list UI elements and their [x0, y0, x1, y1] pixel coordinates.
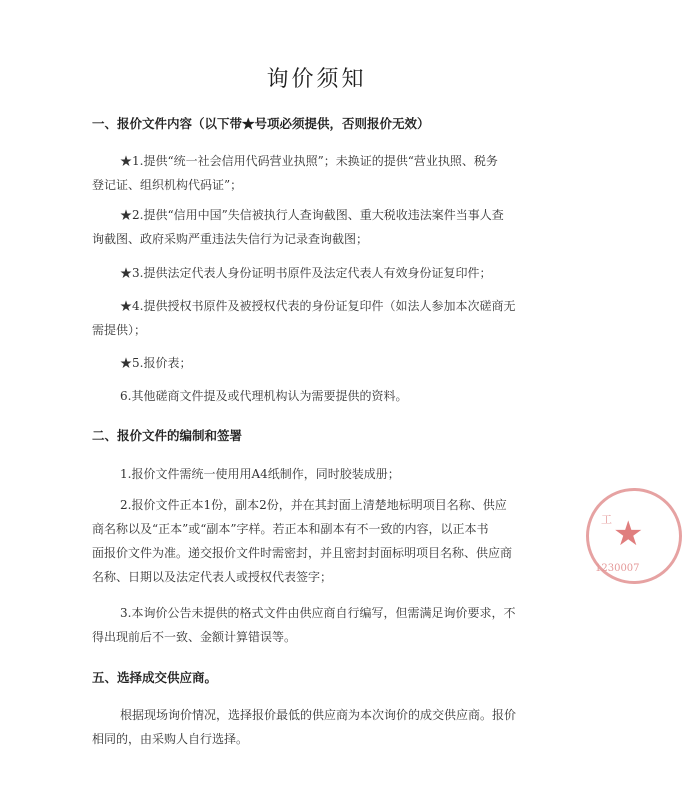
- paragraph: 2.报价文件正本1份，副本2份，并在其封面上清楚地标明项目名称、供应: [120, 498, 507, 512]
- section-heading-2: 二、报价文件的编制和签署: [92, 428, 243, 443]
- paragraph: 3.本询价公告未提供的格式文件由供应商自行编写，但需满足询价要求，不: [120, 606, 516, 620]
- paragraph: 1.报价文件需统一使用用A4纸制作，同时胶装成册；: [120, 467, 400, 481]
- paragraph: ★5.报价表；: [120, 356, 192, 370]
- page-title: 询价须知: [266, 67, 367, 92]
- paragraph-continuation: 询截图、政府采购严重违法失信行为记录查询截图；: [92, 232, 369, 246]
- section-heading-5: 五、选择成交供应商。: [92, 670, 218, 685]
- paragraph: ★3.提供法定代表人身份证明书原件及法定代表人有效身份证复印件；: [120, 266, 492, 280]
- seal-text-top: 工: [601, 513, 612, 526]
- paragraph-continuation: 登记证、组织机构代码证”；: [92, 178, 243, 192]
- section-heading-1: 一、报价文件内容（以下带★号项必须提供，否则报价无效）: [92, 116, 430, 131]
- star-icon: ★: [613, 514, 644, 554]
- paragraph-continuation: 名称、日期以及法定代表人或授权代表签字；: [92, 570, 333, 584]
- paragraph: 6.其他磋商文件提及或代理机构认为需要提供的资料。: [120, 389, 408, 403]
- paragraph-continuation: 需提供）；: [92, 323, 147, 337]
- paragraph-continuation: 相同的，由采购人自行选择。: [92, 732, 249, 746]
- official-seal: [586, 488, 682, 584]
- paragraph-continuation: 商名称以及“正本”或“副本”字样。若正本和副本有不一致的内容，以正本书: [92, 522, 489, 536]
- paragraph: ★2.提供“信用中国”失信被执行人查询截图、重大税收违法案件当事人查: [120, 208, 504, 222]
- paragraph: ★1.提供“统一社会信用代码营业执照”；未换证的提供“营业执照、税务: [120, 154, 498, 168]
- seal-text-bottom: 1230007: [595, 563, 640, 574]
- paragraph-continuation: 得出现前后不一致、金额计算错误等。: [92, 630, 297, 644]
- paragraph-continuation: 面报价文件为准。递交报价文件时需密封，并且密封封面标明项目名称、供应商: [92, 546, 513, 560]
- paragraph: 根据现场询价情况，选择报价最低的供应商为本次询价的成交供应商。报价: [120, 708, 517, 722]
- paragraph: ★4.提供授权书原件及被授权代表的身份证复印件（如法人参加本次磋商无: [120, 299, 516, 313]
